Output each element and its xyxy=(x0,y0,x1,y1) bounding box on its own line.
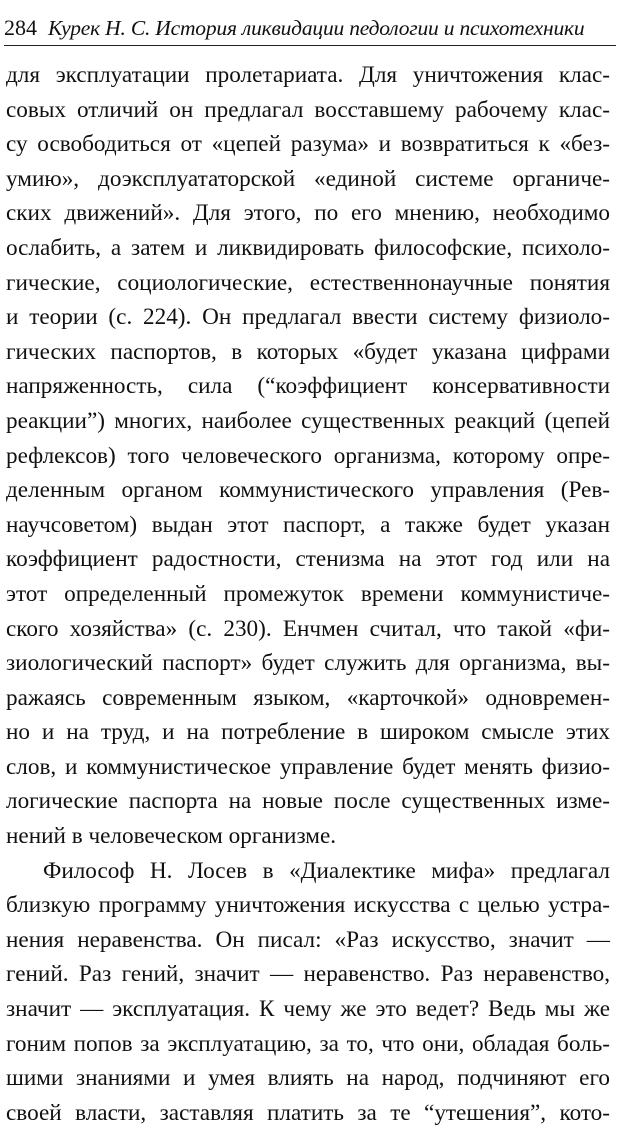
text-line: ских движений». Для этого, по его мнению, необходимо xyxy=(6,200,610,227)
text-line: слов, и коммунистическое управление будет менять физио- xyxy=(6,753,610,780)
text-line: логические паспорта на новые после существенных изме- xyxy=(6,788,610,815)
paragraph xyxy=(6,854,610,1130)
running-header xyxy=(4,2,616,46)
text-line: для эксплуатации пролетариата. Для уничтожения клас- xyxy=(6,62,610,88)
text-line: гений. Раз гений, значит — неравенство. Раз неравенство, xyxy=(6,961,610,988)
text-line: близкую программу уничтожения искусства с целью устра- xyxy=(6,892,610,919)
text-line: коэффициент радостности, стенизма на этот год или на xyxy=(6,546,610,573)
text-line: нения неравенства. Он писал: «Раз искусство, значит — xyxy=(6,926,610,953)
text-line: гические, социологические, естественнонаучные понятия xyxy=(6,269,610,296)
text-line: нений в человеческом организме. xyxy=(6,823,337,850)
text-line: этот определенный промежуток времени коммунистиче- xyxy=(6,580,610,607)
page-number: 284 xyxy=(4,15,37,40)
text-line: совых отличий он предлагал восставшему рабочему клас- xyxy=(6,96,610,123)
text-line: своей власти, заставляя платить за те “утешения”, кото- xyxy=(6,1099,610,1126)
text-line: реакции”) многих, наиболее существенных реакций (цепей xyxy=(6,407,610,434)
text-line: напряженность, сила (“коэффициент консервативности xyxy=(6,373,610,400)
text-line: ского хозяйства» (с. 230). Енчмен считал, что такой «фи- xyxy=(6,615,610,642)
text-line: ослабить, а затем и ликвидировать философские, психоло- xyxy=(6,234,610,261)
text-line: гоним попов за эксплуатацию, за то, что они, обладая боль- xyxy=(6,1030,610,1057)
text-line: гических паспортов, в которых «будет указана цифрами xyxy=(6,338,610,365)
paragraph xyxy=(6,58,610,854)
text-line: научсоветом) выдан этот паспорт, а также будет указан xyxy=(6,511,610,538)
text-line: но и на труд, и на потребление в широком смысле этих xyxy=(6,719,610,746)
text-line: зиологический паспорт» будет служить для организма, вы- xyxy=(6,650,610,677)
text-line: значит — эксплуатация. К чему же это ведет? Ведь мы же xyxy=(6,996,610,1023)
text-line: шими знаниями и умея влиять на народ, подчиняют его xyxy=(6,1065,610,1092)
text-line: умию», доэксплуататорской «единой системе органиче- xyxy=(6,165,610,192)
running-title: Курек Н. С. История ликвидации педологии и психотехники xyxy=(48,16,585,40)
body-text xyxy=(6,58,610,1130)
text-line: и теории (с. 224). Он предлагал ввести систему физиоло- xyxy=(6,304,610,331)
text-line: ражаясь современным языком, «карточкой» одновремен- xyxy=(6,684,610,711)
text-line: рефлексов) того человеческого организма, которому опре- xyxy=(6,442,610,469)
text-line: Философ Н. Лосев в «Диалектике мифа» предлагал xyxy=(43,857,610,884)
text-line: су освободиться от «цепей разума» и возвратиться к «без- xyxy=(6,131,610,158)
text-line: деленным органом коммунистического управления (Рев- xyxy=(6,477,610,504)
